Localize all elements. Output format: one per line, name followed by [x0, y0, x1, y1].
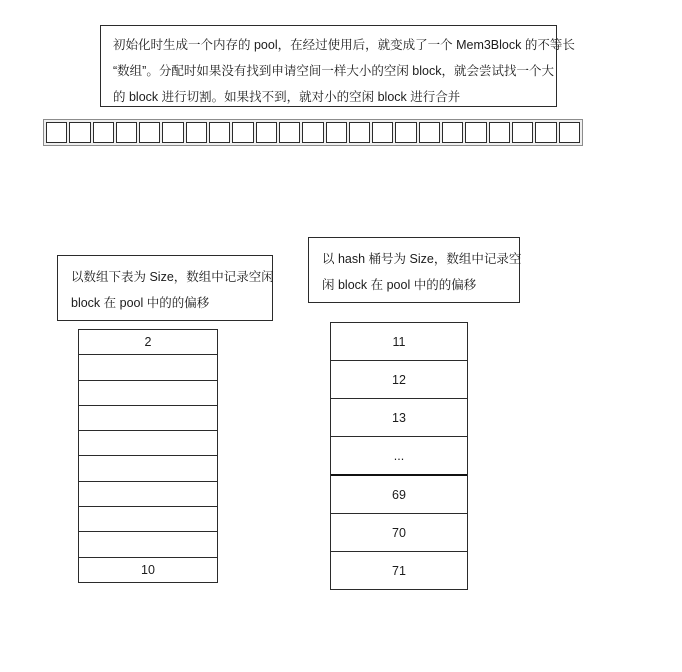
table-row: 2 [144, 335, 152, 350]
table-row: 11 [392, 334, 406, 349]
description-line: 的 block 进行切割。如果找不到，就对小的空闲 block 进行合并 [113, 90, 461, 104]
pool-cell [93, 122, 114, 143]
pool-cell [232, 122, 253, 143]
pool-cell [46, 122, 67, 143]
pool-cell [302, 122, 323, 143]
pool-cell [419, 122, 440, 143]
pool-cell [186, 122, 207, 143]
table-row [79, 506, 217, 531]
pool-cell [535, 122, 556, 143]
table-row [79, 380, 217, 405]
description-line: 初始化时生成一个内存的 pool，在经过使用后，就变成了一个 Mem3Block 的不等长 [113, 38, 575, 52]
table-row [79, 430, 217, 455]
pool-cell [559, 122, 580, 143]
table-row: 12 [331, 360, 467, 398]
pool-cell [395, 122, 416, 143]
pool-cell [209, 122, 230, 143]
pool-cell [349, 122, 370, 143]
table-row [79, 481, 217, 506]
pool-cell [279, 122, 300, 143]
pool-cell [326, 122, 347, 143]
table-row [79, 405, 217, 430]
description-line: “数组”。分配时如果没有找到申请空间一样大小的空闲 block，就会尝试找一个大 [113, 64, 554, 78]
pool-cell [256, 122, 277, 143]
pool-cell [489, 122, 510, 143]
table-row [79, 455, 217, 480]
pool-cell [465, 122, 486, 143]
table-row: 10 [79, 557, 217, 582]
table-row: ... [331, 436, 467, 474]
caption-line: block 在 pool 中的的偏移 [71, 296, 210, 310]
pool-cell [442, 122, 463, 143]
right-array-caption-box [308, 237, 520, 303]
table-row: 70 [331, 513, 467, 551]
table-row: 13 [331, 398, 467, 436]
table-row: 71 [331, 551, 467, 589]
pool-cell [162, 122, 183, 143]
left-array-caption-box [57, 255, 273, 321]
caption-line: 闲 block 在 pool 中的的偏移 [322, 278, 477, 292]
table-row [79, 354, 217, 379]
pool-cell [372, 122, 393, 143]
description-text-box [100, 25, 575, 107]
hash-bucket-array-table [330, 322, 468, 590]
pool-memory-strip [43, 119, 583, 146]
pool-cell [116, 122, 137, 143]
pool-cell [512, 122, 533, 143]
table-row: 69 [331, 474, 467, 513]
size-index-array-table [78, 329, 218, 583]
pool-cell [69, 122, 90, 143]
pool-cell [139, 122, 160, 143]
table-row [79, 531, 217, 556]
caption-line: 以 hash 桶号为 Size，数组中记录空 [322, 252, 522, 266]
caption-line: 以数组下表为 Size，数组中记录空闲 [71, 270, 274, 284]
